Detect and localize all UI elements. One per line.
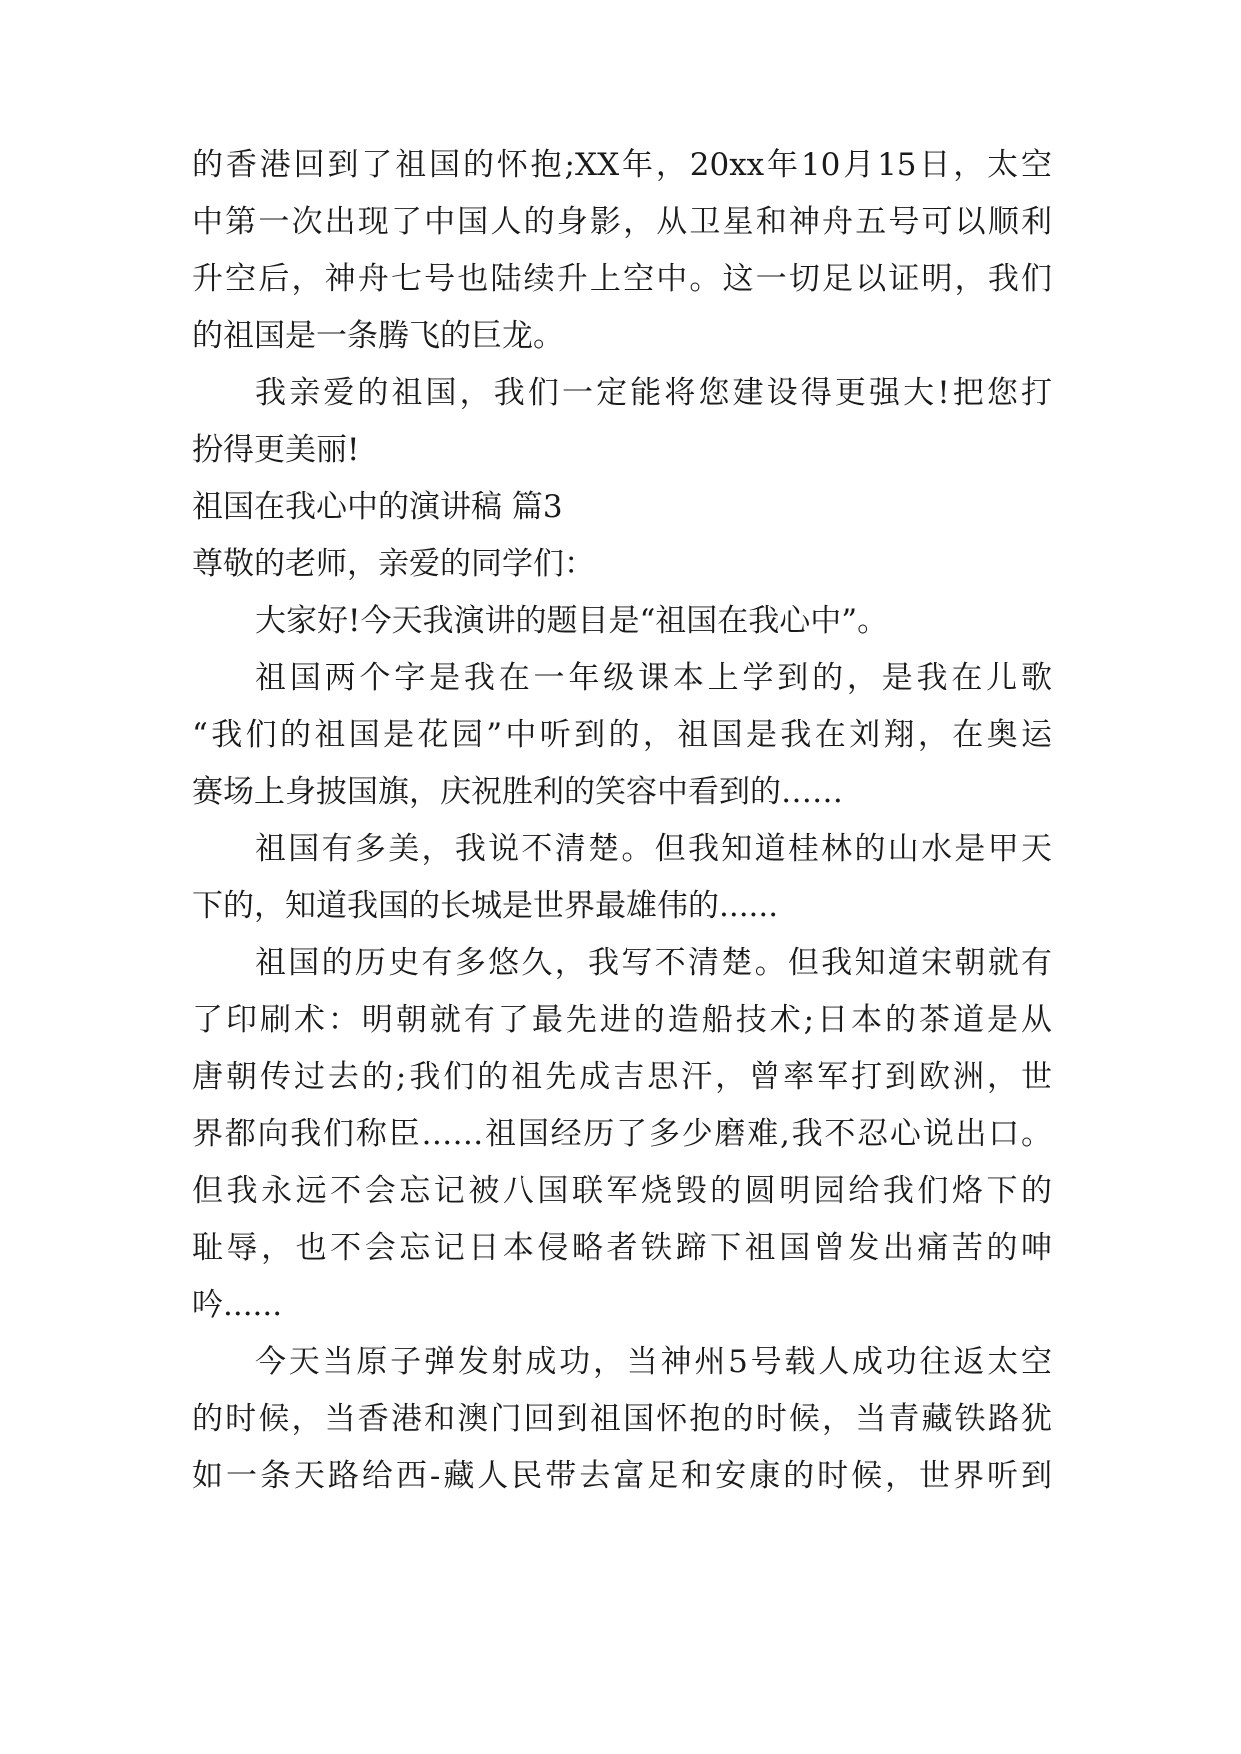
text-line: 的祖国是一条腾飞的巨龙。 [192,318,564,354]
text-line: 赛场上身披国旗，庆祝胜利的笑容中看到的…… [192,774,843,810]
text-line: 祖国两个字是我在一年级课本上学到的，是我在儿歌 [255,660,1052,696]
text-line: 但我永远不会忘记被八国联军烧毁的圆明园给我们烙下的 [192,1173,1052,1209]
salutation: 尊敬的老师，亲爱的同学们： [192,546,595,582]
text-line: “我们的祖国是花园”中听到的，祖国是我在刘翔，在奥运 [192,717,1052,753]
text-line: 大家好!今天我演讲的题目是“祖国在我心中”。 [255,603,889,639]
text-line: 界都向我们称臣……祖国经历了多少磨难,我不忍心说出口。 [192,1116,1052,1152]
text-line: 今天当原子弹发射成功，当神州5号载人成功往返太空 [255,1344,1052,1380]
text-line: 祖国有多美，我说不清楚。但我知道桂林的山水是甲天 [255,831,1052,867]
text-line: 我亲爱的祖国，我们一定能将您建设得更强大!把您打 [255,375,1052,411]
text-line: 中第一次出现了中国人的身影，从卫星和神舟五号可以顺利 [192,204,1052,240]
text-line: 唐朝传过去的;我们的祖先成吉思汗，曾率军打到欧洲，世 [192,1059,1052,1095]
text-line: 吟...... [192,1287,283,1323]
text-line: 了印刷术：明朝就有了最先进的造船技术;日本的茶道是从 [192,1002,1052,1038]
text-line: 耻辱，也不会忘记日本侵略者铁蹄下祖国曾发出痛苦的呻 [192,1230,1052,1266]
text-line: 升空后，神舟七号也陆续升上空中。这一切足以证明，我们 [192,261,1052,297]
text-line: 扮得更美丽! [192,432,360,468]
text-line: 的时候，当香港和澳门回到祖国怀抱的时候，当青藏铁路犹 [192,1401,1052,1437]
section-heading: 祖国在我心中的演讲稿 篇3 [192,489,563,525]
text-line: 下的，知道我国的长城是世界最雄伟的...... [192,888,779,924]
text-line: 的香港回到了祖国的怀抱;XX年，20xx年10月15日，太空 [192,147,1052,183]
text-line: 如一条天路给西-藏人民带去富足和安康的时候，世界听到 [192,1458,1052,1494]
text-line: 祖国的历史有多悠久，我写不清楚。但我知道宋朝就有 [255,945,1052,981]
